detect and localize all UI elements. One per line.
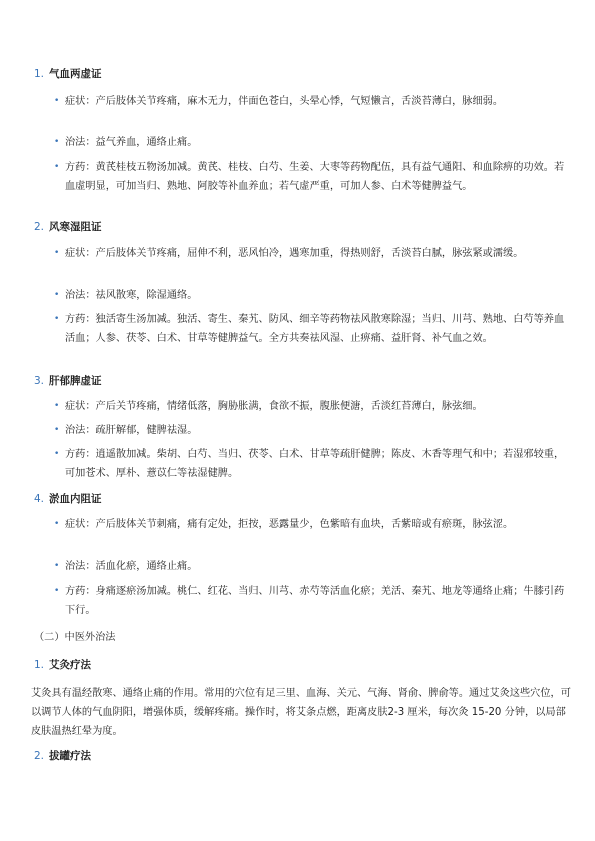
section-title: 风寒湿阻证 (49, 221, 102, 233)
bullet-icon: • (54, 449, 60, 459)
section-title: 肝郁脾虚证 (49, 375, 102, 387)
list-item (54, 244, 572, 263)
section-number: 3. (34, 375, 45, 387)
section-number: 2. (34, 221, 45, 233)
list-item-text: 症状：产后关节疼痛，情绪低落，胸胁胀满，食欲不振，腹胀便溏，舌淡红苔薄白，脉弦细。 (65, 401, 483, 412)
section-heading-1 (34, 67, 102, 81)
section-number: 1. (34, 659, 45, 671)
section-number: 1. (34, 68, 45, 80)
bullet-icon: • (54, 162, 60, 172)
external-treatment-heading: （二）中医外治法 (34, 632, 116, 643)
bullet-icon: • (54, 137, 60, 147)
list-item-text: 治法：疏肝解郁，健脾祛湿。 (65, 425, 198, 436)
list-item-text: 方药：独活寄生汤加减。独活、寄生、秦艽、防风、细辛等药物祛风散寒除湿；当归、川芎、熟地、白芍等养血活血；人参、茯苓、白术、甘草等健脾益气。全方共奏祛风湿、止痹痛、益肝肾、补气血之效。 (65, 314, 565, 344)
list-item (54, 92, 572, 111)
list-item (54, 582, 572, 620)
bullet-icon: • (54, 290, 60, 300)
list-item (54, 310, 572, 348)
bullet-icon: • (54, 425, 60, 435)
bullet-icon: • (54, 586, 60, 596)
list-item (54, 421, 572, 440)
moxibustion-heading (34, 658, 91, 672)
list-item (54, 397, 572, 416)
bullet-icon: • (54, 248, 60, 258)
moxibustion-paragraph: 艾灸具有温经散寒、通络止痛的作用。常用的穴位有足三里、血海、关元、气海、肾俞、脾俞等。通过艾灸这些穴位，可以调节人体的气血阴阳，增强体质，缓解疼痛。操作时，将艾条点燃，距离皮肤2-3 厘米，每次灸 15-20 分钟，以局部皮肤温热红晕为度。 (31, 688, 571, 737)
bullet-icon: • (54, 96, 60, 106)
section-title: 气血两虚证 (49, 68, 102, 80)
list-item (54, 557, 572, 576)
list-item-text: 症状：产后肢体关节刺痛，痛有定处，拒按，恶露量少，色紫暗有血块，舌紫暗或有瘀斑，脉弦涩。 (65, 519, 514, 530)
section-number: 4. (34, 493, 45, 505)
section-number: 2. (34, 750, 45, 762)
section-title: 艾灸疗法 (49, 659, 92, 671)
list-item (54, 286, 572, 305)
list-item-text: 症状：产后肢体关节疼痛，麻木无力，伴面色苍白，头晕心悸，气短懒言，舌淡苔薄白，脉细弱。 (65, 96, 504, 107)
list-item (54, 445, 572, 483)
section-title: 拔罐疗法 (49, 750, 92, 762)
list-item-text: 治法：益气养血，通络止痛。 (65, 137, 198, 148)
bullet-icon: • (54, 519, 60, 529)
list-item (54, 158, 572, 196)
section-heading-4 (34, 492, 102, 506)
list-item (54, 133, 572, 152)
list-item (54, 515, 572, 534)
list-item-text: 方药：黄芪桂枝五物汤加减。黄芪、桂枝、白芍、生姜、大枣等药物配伍，具有益气通阳、和血除痹的功效。若血虚明显，可加当归、熟地、阿胶等补血养血；若气虚严重，可加人参、白术等健脾益气。 (65, 162, 565, 192)
list-item-text: 方药：逍遥散加减。柴胡、白芍、当归、茯苓、白术、甘草等疏肝健脾；陈皮、木香等理气和中；若湿邪较重，可加苍术、厚朴、薏苡仁等祛湿健脾。 (65, 449, 565, 479)
cupping-heading (34, 749, 91, 763)
list-item-text: 方药：身痛逐瘀汤加减。桃仁、红花、当归、川芎、赤芍等活血化瘀；羌活、秦艽、地龙等通络止痛；牛膝引药下行。 (65, 586, 565, 616)
bullet-icon: • (54, 561, 60, 571)
bullet-icon: • (54, 401, 60, 411)
section-title: 淤血内阻证 (49, 493, 102, 505)
list-item-text: 症状：产后肢体关节疼痛，屈伸不利，恶风怕冷，遇寒加重，得热则舒，舌淡苔白腻，脉弦紧或濡缓。 (65, 248, 524, 259)
list-item-text: 治法：祛风散寒，除湿通络。 (65, 290, 198, 301)
section-heading-3 (34, 374, 102, 388)
bullet-icon: • (54, 314, 60, 324)
list-item-text: 治法：活血化瘀，通络止痛。 (65, 561, 198, 572)
section-heading-2 (34, 220, 102, 234)
